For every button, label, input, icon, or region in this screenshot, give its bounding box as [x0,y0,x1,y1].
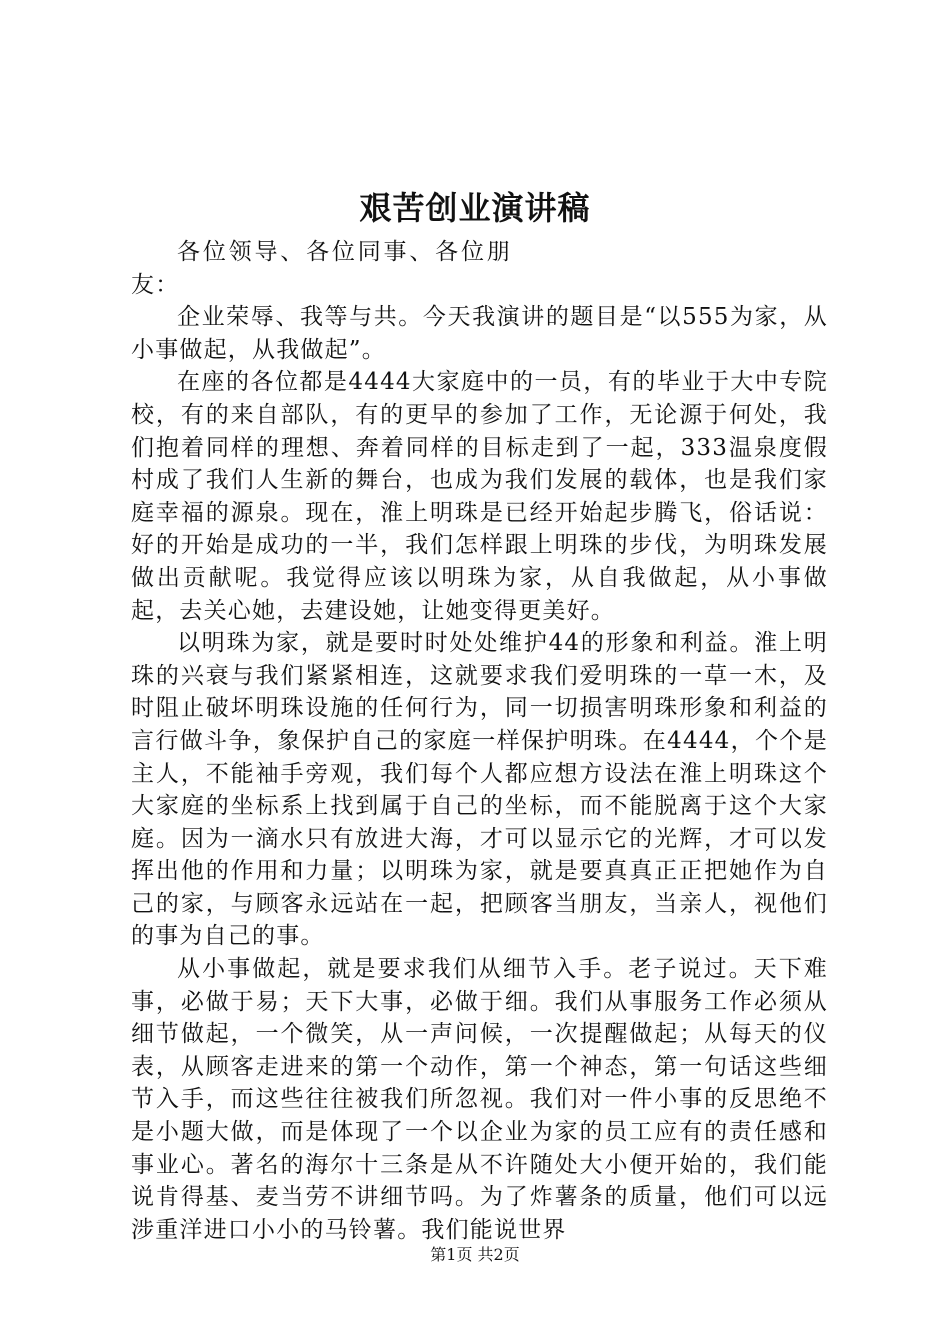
document-title: 艰苦创业演讲稿 [359,189,591,227]
page-footer: 第1页 共2页 [430,1245,520,1264]
document-body [131,236,828,1246]
body-paragraph: 从小事做起，就是要求我们从细节入手。老子说过。天下难事，必做于易；天下大事，必做于细。我们从事服务工作必须从细节做起，一个微笑，从一声问候，一次提醒做起；从每天的仪表，从顾客走进来的第一个动作，第一个神态，第一句话这些细节入手，而这些往往被我们所忽视。我们对一件小事的反思绝不是小题大做，而是体现了一个以企业为家的员工应有的责任感和事业心。著名的海尔十三条是从不许随处大小便开始的，我们能说肯得基、麦当劳不讲细节吗。为了炸薯条的质量，他们可以远涉重洋进口小小的马铃薯。我们能说世界 [131,956,828,1243]
salutation-paragraph: 各位领导、各位同事、各位朋友： [131,239,511,298]
body-paragraph: 在座的各位都是4444大家庭中的一员，有的毕业于大中专院校，有的来自部队，有的更早的参加了工作，无论源于何处，我们抱着同样的理想、奔着同样的目标走到了一起，333温泉度假村成了我们人生新的舞台，也成为我们发展的载体，也是我们家庭幸福的源泉。现在，淮上明珠是已经开始起步腾飞，俗话说：好的开始是成功的一半，我们怎样跟上明珠的步伐，为明珠发展做出贡献呢。我觉得应该以明珠为家，从自我做起，从小事做起，去关心她，去建设她，让她变得更美好。 [131,369,828,624]
body-paragraph: 企业荣辱、我等与共。今天我演讲的题目是“以555为家，从小事做起，从我做起”。 [131,304,828,363]
body-paragraph: 以明珠为家，就是要时时处处维护44的形象和利益。淮上明珠的兴衰与我们紧紧相连，这就要求我们爱明珠的一草一木，及时阻止破坏明珠设施的任何行为，同一切损害明珠形象和利益的言行做斗争，象保护自己的家庭一样保护明珠。在4444，个个是主人，不能袖手旁观，我们每个人都应想方设法在淮上明珠这个大家庭的坐标系上找到属于自己的坐标，而不能脱离于这个大家庭。因为一滴水只有放进大海，才可以显示它的光辉，才可以发挥出他的作用和力量；以明珠为家，就是要真真正正把她作为自己的家，与顾客永远站在一起，把顾客当朋友，当亲人，视他们的事为自己的事。 [131,630,828,950]
